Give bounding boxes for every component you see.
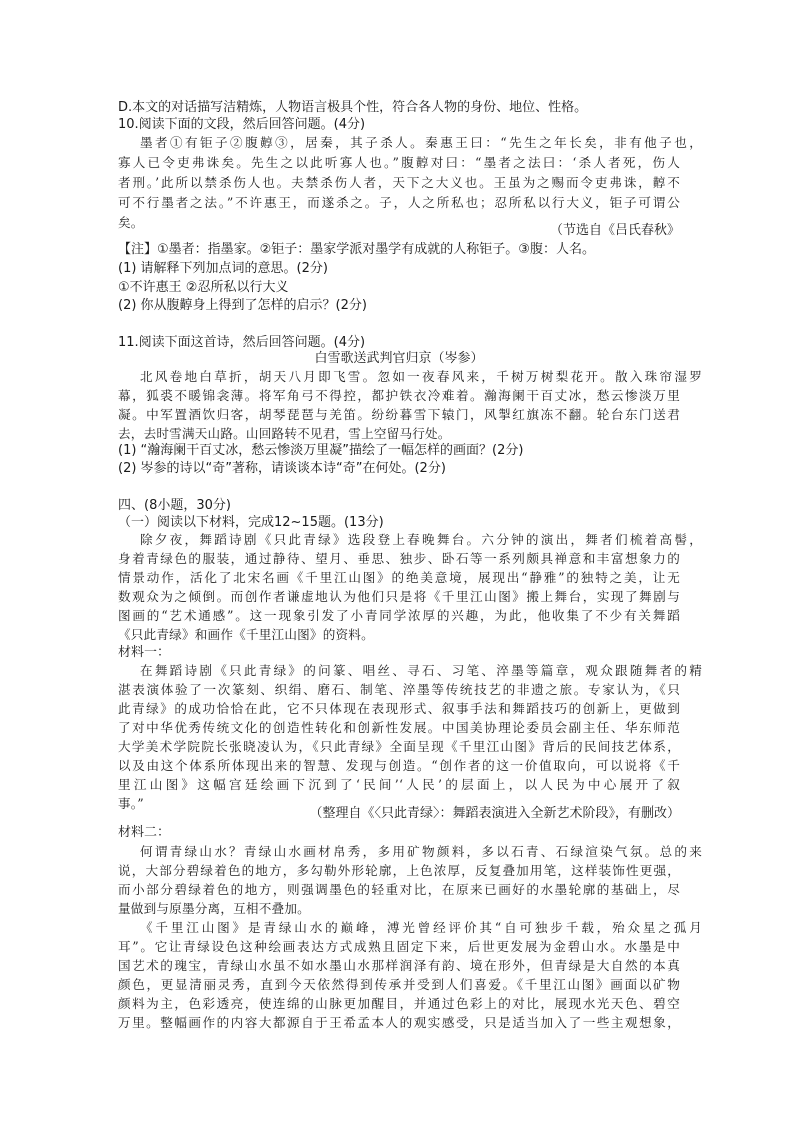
material1-line: 里江山图》这幅宫廷绘画下沉到了‘民间’‘人民’的层面上，以人民为中心展开了叙 <box>118 777 680 792</box>
q11-sub2: (2) 岑参的诗以“奇”著称，请谈谈本诗“奇”在何处。(2分) <box>118 461 446 476</box>
material2-line: 量做到与原墨分离，互相不叠加。 <box>118 901 310 916</box>
material2-line: 何谓青绿山水？青绿山水画材帛秀，多用矿物颜料，多以石青、石绿渲染气氛。总的来 <box>140 844 702 859</box>
q11-poem-line: 北风卷地白草折，胡天八月即飞雪。忽如一夜春风来，千树万树梨花开。散入珠帘湿罗 <box>140 369 702 384</box>
material2-line: 万里。整幅画作的内容大都源自于王希孟本人的观实感受，只是适当加入了一些主观想象， <box>118 1015 680 1030</box>
material1-line: 湛表演体验了一次篆刻、织绢、磨石、制笔、淬墨等传统技艺的非遗之旅。专家认为，《只 <box>118 682 680 697</box>
material2-line: 《千里江山图》是青绿山水的巅峰，溥光曾经评价其“自可独步千载，殆众星之孤月 <box>140 920 702 935</box>
q9-option-d: D.本文的对话描写洁精炼，人物语言极具个性，符合各人物的身份、地位、性格。 <box>118 100 588 115</box>
material2-line: 颜色，更显清丽灵秀，直到今天依然得到传承并受到人们喜爱。《千里江山图》画面以矿物 <box>118 977 680 992</box>
q10-sub1: (1) 请解释下列加点词的意思。(2分) <box>118 261 328 276</box>
q10-heading: 10.阅读下面的文段，然后回答问题。(4分) <box>118 117 366 132</box>
q10-passage-line: 者刑。’此所以禁杀伤人也。夫禁杀伤人者，天下之大义也。王虽为之赐而令吏弗诛，䵍不 <box>118 175 680 190</box>
material2-line: 国艺术的瑰宝，青绿山水虽不如水墨山水那样润泽有韵、境在形外，但青绿是大自然的本真 <box>118 958 680 973</box>
q10-source: （节选自《吕氏春秋》 <box>549 223 680 238</box>
q10-sub2: (2) 你从腹䵍身上得到了怎样的启示？(2分) <box>118 298 367 313</box>
q11-sub1: (1) “瀚海阑干百丈冰，愁云惨淡万里凝”描绘了一幅怎样的画面？(2分) <box>118 443 524 458</box>
intro-line: 情景动作，活化了北宋名画《千里江山图》的绝美意境，展现出“静雅”的独特之美，让无 <box>118 570 680 585</box>
q10-note: 【注】①墨者：指墨家。②钜子：墨家学派对墨学有成就的人称钜子。③腹：人名。 <box>118 242 595 257</box>
material2-line: 耳”。它让青绿设色这种绘画表达方式成熟且固定下来，后世更发展为金碧山水。水墨是中 <box>118 939 680 954</box>
material1-line: 在舞蹈诗剧《只此青绿》的问篆、唱丝、寻石、习笔、淬墨等篇章，观众跟随舞者的精 <box>140 663 702 678</box>
material1-label: 材料一： <box>118 645 171 660</box>
intro-line: 图画的“艺术通感”。这一现象引发了小青同学浓厚的兴趣，为此，他收集了不少有关舞蹈 <box>118 608 680 623</box>
intro-line: 数观众为之倾倒。而创作者谦虚地认为他们只是将《千里江山图》搬上舞台，实现了舞剧与 <box>118 589 680 604</box>
section4-part1: （一）阅读以下材料，完成12~15题。(13分) <box>118 515 384 530</box>
intro-line: 《只此青绿》和画作《千里江山图》的资料。 <box>118 627 374 642</box>
material1-source: （整理自《〈只此青绿〉：舞蹈表演进入全新艺术阶段》，有删改） <box>309 806 680 821</box>
q11-poem-line: 去，去时雪满天山路。山回路转不见君，雪上空留马行处。 <box>118 426 451 441</box>
q11-poem-line: 幕，狐裘不暖锦衾薄。将军角弓不得控，都护铁衣冷难着。瀚海阑干百丈冰，愁云惨淡万里 <box>118 388 680 403</box>
q11-poem-title: 白雪歌送武判官归京（岑参） <box>314 351 484 366</box>
material1-line: 大学美术学院院长张晓凌认为，《只此青绿》全面呈现《千里江山图》背后的民间技艺体系， <box>118 739 680 754</box>
q10-passage-line: 矣。 <box>118 215 144 230</box>
material2-line: 说，大部分碧绿着色的地方，多勾勒外形轮廓，上色浓厚，反复叠加用笔，这样装饰性更强， <box>118 863 680 878</box>
section4-heading: 四、(8小题，30分) <box>118 498 231 513</box>
material1-line: 以及由这个体系所体现出来的智慧、发现与创造。“创作者的这一价值取向，可以说将《千 <box>118 758 680 773</box>
q11-heading: 11.阅读下面这首诗，然后回答问题。(4分) <box>118 335 366 350</box>
q10-sub1-items: ①不许惠王 ②忍所私以行大义 <box>118 280 289 295</box>
q10-passage-line: 可不行墨者之法。”不许惠王，而遂杀之。子，人之所私也；忍所私以行大义，钜子可谓公 <box>118 195 680 210</box>
material1-line: 了对中华优秀传统文化的创造性转化和创新性发展。中国美协理论委员会副主任、华东师范 <box>118 720 680 735</box>
material2-line: 颜料为主，色彩透亮，使连绵的山脉更加醒目，并通过色彩上的对比，展现水光天色、碧空 <box>118 996 680 1011</box>
q10-passage-line: 墨者①有钜子②腹䵍③，居秦，其子杀人。秦惠王曰：“先生之年长矣，非有他子也， <box>140 135 702 150</box>
material1-line: 事。” <box>118 796 144 811</box>
material2-label: 材料二： <box>118 825 171 840</box>
intro-line: 身着青绿色的服装，通过静待、望月、垂思、独步、卧石等一系列颇具禅意和丰富想象力的 <box>118 551 680 566</box>
q10-passage-line: 寡人已令吏弗诛矣。先生之以此听寡人也。”腹䵍对曰：“墨者之法曰：‘杀人者死，伤人 <box>118 155 680 170</box>
material1-line: 此青绿》的成功恰恰在此，它不只体现在表现形式、叙事手法和舞蹈技巧的创新上，更做到 <box>118 701 680 716</box>
q11-poem-line: 凝。中军置酒饮归客，胡琴琵琶与羌笛。纷纷暮雪下辕门，风掣红旗冻不翻。轮台东门送君 <box>118 407 680 422</box>
intro-line: 除夕夜，舞蹈诗剧《只此青绿》选段登上春晚舞台。六分钟的演出，舞者们梳着高髻， <box>140 532 702 547</box>
material2-line: 而小部分碧绿着色的地方，则强调墨色的轻重对比，在原来已画好的水墨轮廓的基础上，尽 <box>118 882 680 897</box>
